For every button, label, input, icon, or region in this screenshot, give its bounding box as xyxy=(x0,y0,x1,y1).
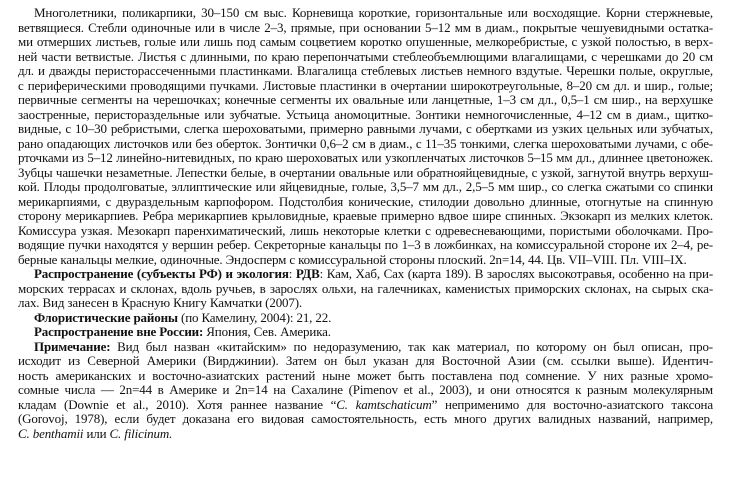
text-line xyxy=(18,383,713,398)
text-line xyxy=(18,180,713,195)
text-line xyxy=(18,35,713,50)
paragraph-distribution xyxy=(18,267,713,311)
text-line xyxy=(18,412,713,427)
text-segment: или xyxy=(83,426,110,441)
text-segment: ность американских и восточно-азиатских растений ныне может быть поставлена под сомнение. У них разные хромо- xyxy=(18,368,713,383)
text-line xyxy=(18,122,713,137)
text-line xyxy=(18,398,713,413)
bold-heading: РДВ xyxy=(295,267,320,281)
text-segment: : xyxy=(288,267,296,281)
text-line xyxy=(18,340,713,355)
text-line xyxy=(18,282,713,297)
text-segment: сторону мерикарпиев. Ребра мерикарпиев крыловидные, краевые примерно вдвое шире спинных. Экзокарп из мелких клеток. xyxy=(18,209,713,223)
text-segment: исходит из Северной Америки (Вирджинии). Затем он был указан для Восточной Азии (см. ссылки выше). Идентич- xyxy=(18,354,713,368)
text-line xyxy=(18,50,713,65)
text-line xyxy=(18,151,713,166)
text-segment: Многолетники, поликарпики, 30–150 см выс. Корневища короткие, горизонтальные или восходящие. Корни стержневые, xyxy=(34,6,713,20)
paragraph-description xyxy=(18,6,713,267)
text-segment: Зубцы чашечки незаметные. Лепестки белые, в очертании овальные или обратнояйцевидные, с узкой, загнутой внутрь верхуш- xyxy=(18,165,713,180)
text-segment: (по Камелину, 2004): 21, 22. xyxy=(177,310,332,325)
text-line xyxy=(18,325,713,340)
text-segment: ” неприменимо для восточно-азиатского таксона xyxy=(431,397,713,412)
text-segment: (Gorovoj, 1978), если будет доказана его видовая самостоятельность, есть много других валидных названий, например, xyxy=(18,412,713,426)
italic-taxon-name: C. benthamii xyxy=(18,426,84,441)
text-segment: первичные сегменты на черешочках; конечные сегменты их овальные или ланцетные, 1–3 см дл., 0,5–1 см шир., на верхушке xyxy=(18,93,713,107)
text-line xyxy=(18,93,713,108)
text-line xyxy=(18,427,713,442)
text-segment: мерикарпиями, с двураздельным карпофором. Подстолбия конические, стилодии довольно длинные, отогнутые на спинную xyxy=(18,194,713,209)
text-segment: видные, с 10–30 ребристыми, слегка шероховатыми, примерно равными лучами, с обертками из узких цельных или зубчатых, xyxy=(18,122,713,136)
text-line xyxy=(18,195,713,210)
bold-heading: Флористические районы xyxy=(34,310,178,325)
text-segment: с периферическими проводящими пучками. Листовые пластинки в очертании широкотреугольные, 8–20 см дл. и шир., голые; xyxy=(18,78,713,93)
text-segment: берные канальцы мелкие, одиночные. Эндосперм с комиссуральной стороны плоский. 2n=14, 44. Цв. VII–VIII. Пл. VIII–IX. xyxy=(18,252,687,267)
text-segment: кладам (Downie et al., 2010). Хотя раннее название “ xyxy=(18,397,337,412)
paragraph-floristic-regions xyxy=(18,311,713,326)
text-segment: заостренные, перистораздельные или зубчатые. Устьица аномоцитные. Зонтики немногочисленные, 4–12 см в диам., щитко- xyxy=(18,107,713,122)
paragraph-note xyxy=(18,340,713,442)
bold-heading: Распространение вне России: xyxy=(34,325,204,339)
text-segment: ветвящиеся. Стебли одиночные или в числе 2–3, прямые, при основании 5–12 мм в диам., покрытые чешуевидными остатка- xyxy=(18,20,713,35)
italic-taxon-name: C. kamtschaticum xyxy=(336,397,432,412)
text-segment: лах. Вид занесен в Красную Книгу Камчатки (2007). xyxy=(18,296,303,310)
text-line xyxy=(18,21,713,36)
text-segment: ней части ветвистые. Листья с длинными, по краю перепончатыми стеблеобъемлющими влагалищами, с черешками до 20 см xyxy=(18,49,713,64)
paragraph-distribution-abroad xyxy=(18,325,713,340)
text-segment: морских террасах и склонах, вдоль ручьев, в зарослях ольхи, на галечниках, каменистых приморских склонах, на сырых ска- xyxy=(18,281,713,296)
bold-heading: Распространение (субъекты РФ) и экология xyxy=(34,267,289,281)
text-segment: рано опадающих листочков или без оберток. Зонтички 0,6–2 см в диам., с 11–35 тонкими, слегка шероховатыми лучами, с обе- xyxy=(18,136,713,151)
document-body xyxy=(18,6,713,441)
text-segment: ми отмерших листьев, голые или лишь под самым соцветием коротко опушенные, мелкоребристые, с узкой полостью, в верх- xyxy=(18,35,713,49)
text-line xyxy=(18,267,713,282)
text-segment: кой. Плоды продолговатые, эллиптические или яйцевидные, голые, 3,5–7 мм дл., 2,5–5 мм шир., со слегка сжатыми со спинки xyxy=(18,180,713,194)
text-line xyxy=(18,354,713,369)
text-line xyxy=(18,6,713,21)
text-line xyxy=(18,137,713,152)
text-line xyxy=(18,209,713,224)
text-line xyxy=(18,108,713,123)
text-line xyxy=(18,369,713,384)
bold-heading: Примечание: xyxy=(34,339,111,354)
text-segment: дл. и дважды перисторассеченными пластинками. Влагалища стеблевых листьев немного вздутые. Черешки полые, округлые, xyxy=(18,64,713,78)
text-segment: сомные числа — 2n=44 в Америке и 2n=14 на Сахалине (Pimenov et al., 2003), и они относятся к разным молекулярным xyxy=(18,383,713,397)
text-segment: Япония, Сев. Америка. xyxy=(203,325,331,339)
italic-taxon-name: C. filicinum. xyxy=(109,426,173,441)
text-segment: водящие пучки находятся у вершин ребер. Секреторные канальцы по 1–3 в ложбинках, на комиссуральной стороне их 2–4, ре- xyxy=(18,238,713,252)
text-segment: Вид был назван «китайским» по недоразумению, так как материал, по которому он был описан, про- xyxy=(110,339,713,354)
text-segment: Комиссура узкая. Мезокарп паренхиматический, лишь некоторые клетки с одревесневающими, пористыми оболочками. Про- xyxy=(18,223,713,238)
text-line xyxy=(18,64,713,79)
text-segment: рточками из 5–12 линейно-нитевидных, по краю шероховатых или узкопленчатых листочков 5–15 мм дл., длиннее цветоножек. xyxy=(18,151,713,165)
text-line xyxy=(18,238,713,253)
text-line xyxy=(18,224,713,239)
text-line xyxy=(18,253,713,268)
text-segment: : Кам, Хаб, Сах (карта 189). В зарослях высокотравья, особенно на при- xyxy=(319,267,713,281)
text-line xyxy=(18,166,713,181)
text-line xyxy=(18,79,713,94)
text-line xyxy=(18,311,713,326)
text-line xyxy=(18,296,713,311)
